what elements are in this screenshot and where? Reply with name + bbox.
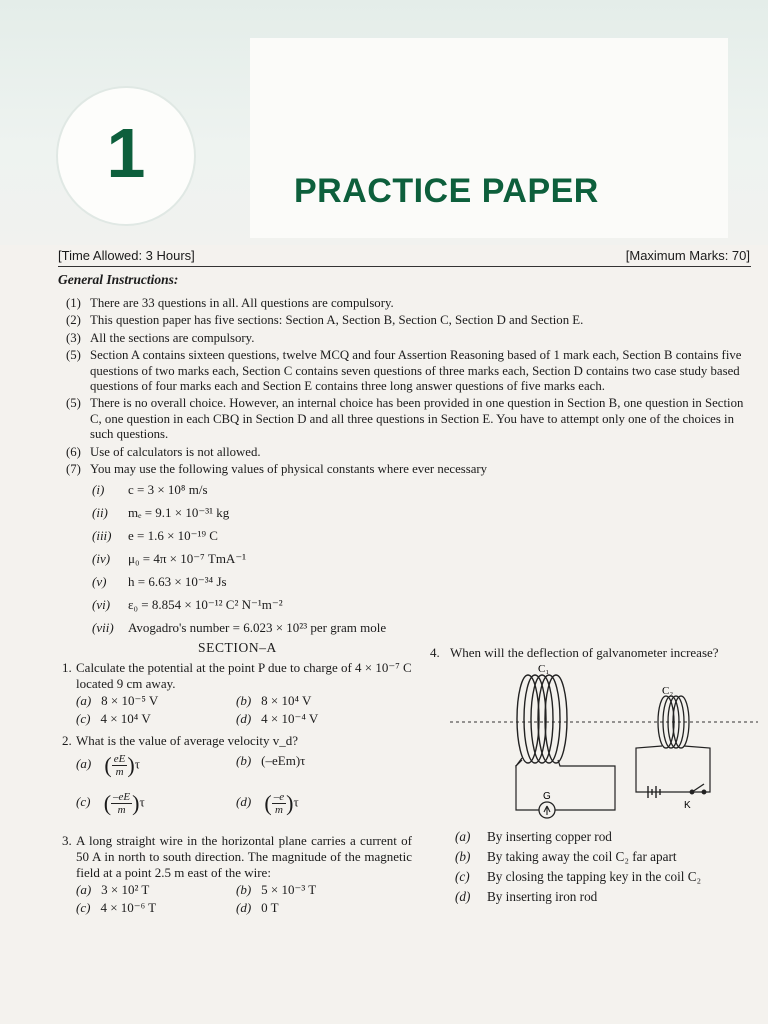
option-c bbox=[76, 791, 236, 829]
option-text: 4 × 10⁻⁶ T bbox=[100, 900, 157, 915]
constant-item bbox=[92, 482, 386, 505]
item-text: You may use the following values of physical constants where ever necessary bbox=[90, 462, 488, 477]
option-text: 4 × 10⁻⁴ V bbox=[261, 711, 319, 726]
option-label: (a) bbox=[76, 693, 92, 708]
option-label: (a) bbox=[455, 829, 471, 844]
coil-c2 bbox=[658, 696, 689, 748]
option-text: By taking away the coil C₂ far apart bbox=[487, 849, 677, 864]
maximum-marks: [Maximum Marks: 70] bbox=[625, 248, 750, 263]
option-text: By closing the tapping key in the coil C₂ bbox=[487, 869, 702, 884]
option-c bbox=[76, 900, 236, 918]
option-text: 0 T bbox=[261, 900, 279, 915]
constant-text: ε₀ = 8.854 × 10⁻¹² C² N⁻¹m⁻² bbox=[128, 597, 283, 612]
left-column bbox=[62, 660, 412, 922]
option-text: 8 × 10⁻⁵ V bbox=[101, 693, 159, 708]
option-label: (c) bbox=[455, 869, 470, 884]
option-label: (c) bbox=[76, 900, 91, 915]
constant-text: c = 3 × 10⁸ m/s bbox=[128, 482, 208, 497]
option-d bbox=[455, 889, 701, 909]
denominator: m bbox=[117, 804, 126, 816]
paren-right: ) bbox=[132, 790, 140, 816]
fraction bbox=[111, 791, 132, 816]
time-allowed: [Time Allowed: 3 Hours] bbox=[58, 248, 195, 263]
option-c bbox=[455, 869, 701, 889]
option-a bbox=[76, 882, 236, 900]
constant-index: (ii) bbox=[92, 505, 108, 520]
question-text: A long straight wire in the horizontal plane carries a current of 50 A in north to south direction. The magnitude of the magnetic field at a point 2.5 m east of the wire: bbox=[76, 833, 412, 880]
general-instructions-title: General Instructions: bbox=[58, 272, 179, 287]
numerator: –eE bbox=[113, 791, 131, 803]
option-label: (b) bbox=[236, 882, 252, 897]
list-item bbox=[66, 396, 756, 442]
label-c2: C₂ bbox=[662, 685, 674, 697]
denominator: m bbox=[115, 766, 124, 778]
numerator: –e bbox=[273, 791, 285, 803]
constant-item bbox=[92, 528, 386, 551]
option-text: 4 × 10⁴ V bbox=[100, 711, 151, 726]
constant-index: (vi) bbox=[92, 597, 111, 612]
item-text: Use of calculators is not allowed. bbox=[90, 444, 261, 459]
paren-right: ) bbox=[127, 752, 135, 778]
option-b bbox=[236, 882, 406, 900]
option-text: (–eEm)τ bbox=[261, 753, 306, 768]
question-number: 3. bbox=[62, 833, 72, 848]
item-text: This question paper has five sections: Section A, Section B, Section C, Section D and Section E. bbox=[90, 313, 584, 328]
question-text: What is the value of average velocity v_d? bbox=[76, 733, 298, 748]
question-text: Calculate the potential at the point P due to charge of 4 × 10⁻⁷ C located 9 cm away. bbox=[76, 660, 412, 691]
option-label: (d) bbox=[236, 900, 252, 915]
constant-text: Avogadro's number = 6.023 × 10²³ per gram mole bbox=[128, 620, 387, 635]
option-label: (c) bbox=[76, 794, 91, 810]
item-text: There is no overall choice. However, an internal choice has been provided in one question in Section B, one question in Section C, one question in each CBQ in Section D and all three questions in Section E. You have to attempt only one of the choices in such questions. bbox=[90, 396, 744, 442]
option-d bbox=[236, 900, 406, 918]
constants-list bbox=[92, 482, 386, 643]
question-options bbox=[76, 882, 412, 918]
paren-left: ( bbox=[264, 790, 272, 816]
page-title: PRACTICE PAPER bbox=[294, 172, 599, 210]
question-2 bbox=[62, 733, 412, 829]
constant-index: (i) bbox=[92, 482, 105, 497]
question-4-options bbox=[455, 829, 701, 909]
option-b bbox=[455, 849, 701, 869]
fraction bbox=[112, 753, 128, 778]
option-label: (d) bbox=[455, 889, 471, 904]
label-c1: C₁ bbox=[538, 663, 550, 675]
option-label: (a) bbox=[76, 756, 92, 772]
option-c bbox=[76, 711, 236, 729]
denominator: m bbox=[274, 804, 283, 816]
option-label: (a) bbox=[76, 882, 92, 897]
option-b bbox=[236, 753, 406, 791]
fraction bbox=[272, 791, 286, 816]
option-label: (d) bbox=[236, 711, 252, 726]
chapter-badge bbox=[58, 88, 194, 224]
item-text: There are 33 questions in all. All questions are compulsory. bbox=[90, 296, 394, 310]
question-text: When will the deflection of galvanometer increase? bbox=[450, 645, 719, 660]
paren-right: ) bbox=[286, 790, 294, 816]
option-a bbox=[76, 693, 236, 711]
section-heading: SECTION–A bbox=[198, 640, 277, 655]
chapter-number: 1 bbox=[106, 114, 146, 192]
constant-index: (v) bbox=[92, 574, 107, 589]
option-label: (b) bbox=[236, 753, 252, 768]
constant-item bbox=[92, 505, 386, 528]
option-text: By inserting copper rod bbox=[487, 829, 612, 844]
option-text: 5 × 10⁻³ T bbox=[261, 882, 317, 897]
constant-item bbox=[92, 597, 386, 620]
suffix: τ bbox=[134, 756, 140, 772]
c2-circuit bbox=[636, 746, 710, 792]
item-number: (2) bbox=[66, 313, 81, 328]
option-label: (b) bbox=[455, 849, 471, 864]
c1-circuit bbox=[516, 760, 615, 810]
coil-c1 bbox=[517, 675, 567, 763]
constant-text: e = 1.6 × 10⁻¹⁹ C bbox=[128, 528, 218, 543]
coil-galvanometer-diagram bbox=[440, 660, 760, 825]
item-number: (5) bbox=[66, 348, 81, 363]
suffix: τ bbox=[293, 794, 299, 810]
right-column bbox=[430, 645, 755, 661]
instructions-list bbox=[66, 296, 756, 479]
option-text: 8 × 10⁴ V bbox=[261, 693, 312, 708]
option-a bbox=[76, 753, 236, 791]
option-a bbox=[455, 829, 701, 849]
item-text: Section A contains sixteen questions, twelve MCQ and four Assertion Reasoning based of 1 mark each, Section B contains five questions of two marks each, Section C contains seven questions of three marks each, Section D contains two case study based questions of four marks each and Section E contains three long answer questions of five marks each. bbox=[90, 348, 742, 394]
label-g: G bbox=[543, 791, 551, 802]
option-text: By inserting iron rod bbox=[487, 889, 598, 904]
paren-left: ( bbox=[103, 790, 112, 816]
item-number: (1) bbox=[66, 296, 81, 310]
constant-text: h = 6.63 × 10⁻³⁴ Js bbox=[128, 574, 227, 589]
suffix: τ bbox=[139, 794, 145, 810]
item-number: (6) bbox=[66, 444, 81, 459]
item-number: (5) bbox=[66, 396, 81, 411]
item-text: All the sections are compulsory. bbox=[90, 330, 255, 345]
option-text: 3 × 10² T bbox=[101, 882, 150, 897]
constant-item bbox=[92, 574, 386, 597]
constant-index: (vii) bbox=[92, 620, 114, 635]
option-d bbox=[236, 791, 406, 829]
question-number: 4. bbox=[430, 645, 440, 660]
list-item bbox=[66, 445, 756, 460]
question-options bbox=[76, 693, 412, 729]
header-rule bbox=[58, 266, 751, 267]
question-1 bbox=[62, 660, 412, 729]
constant-index: (iv) bbox=[92, 551, 111, 566]
item-number: (7) bbox=[66, 462, 81, 477]
list-item bbox=[66, 313, 756, 328]
paren-left: ( bbox=[104, 752, 112, 778]
option-label: (d) bbox=[236, 794, 252, 810]
option-label: (c) bbox=[76, 711, 91, 726]
option-label: (b) bbox=[236, 693, 252, 708]
question-options bbox=[76, 753, 412, 829]
constant-text: mₑ = 9.1 × 10⁻³¹ kg bbox=[128, 505, 230, 520]
list-item bbox=[66, 296, 756, 311]
question-number: 1. bbox=[62, 660, 72, 675]
constant-index: (iii) bbox=[92, 528, 112, 543]
question-number: 2. bbox=[62, 733, 72, 748]
list-item bbox=[66, 331, 756, 346]
question-3 bbox=[62, 833, 412, 918]
numerator: eE bbox=[113, 753, 126, 765]
list-item bbox=[66, 348, 756, 394]
question-4 bbox=[430, 645, 755, 661]
item-number: (3) bbox=[66, 330, 81, 345]
list-item bbox=[66, 462, 756, 477]
constant-item bbox=[92, 551, 386, 574]
option-d bbox=[236, 711, 406, 729]
option-b bbox=[236, 693, 406, 711]
label-k: K bbox=[684, 800, 691, 811]
constant-text: μ₀ = 4π × 10⁻⁷ TmA⁻¹ bbox=[128, 551, 247, 566]
